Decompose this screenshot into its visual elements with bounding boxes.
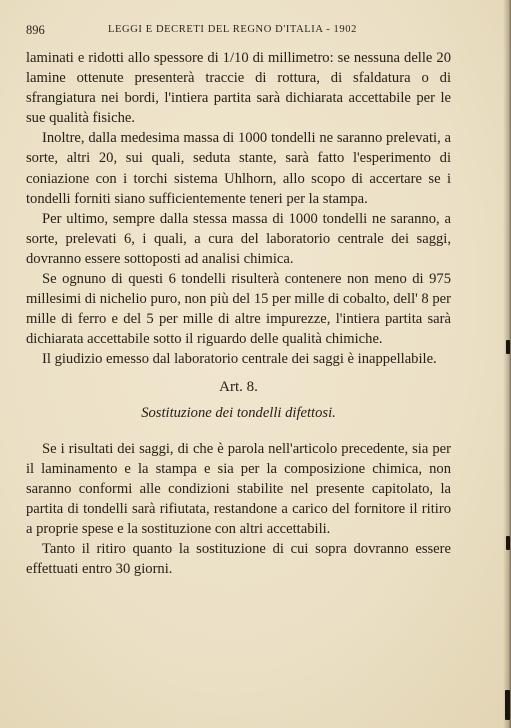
- page-edge-shadow: [503, 0, 511, 728]
- paragraph: Tanto il ritiro quanto la sostituzione di cui sopra dovranno essere effettuati entro 30 giorni.: [26, 541, 451, 578]
- paragraph: Inoltre, dalla medesima massa di 1000 tondelli ne saranno prelevati, a sorte, altri 20, sui quali, seduta stante, sarà fatto l'esperimento di coniazione con i torchi sistema Uhlhorn, allo scopo di accertare se i tondelli forniti siano sufficientemente teneri per la stampa.: [26, 130, 451, 207]
- article-title: Art. 8.: [219, 378, 258, 395]
- running-head: LEGGI E DECRETI DEL REGNO D'ITALIA - 1902: [108, 24, 357, 35]
- article-subtitle: Sostituzione dei tondelli difettosi.: [141, 404, 336, 421]
- page-number: 896: [26, 23, 45, 37]
- ink-mark: [506, 340, 510, 354]
- paragraph: Per ultimo, sempre dalla stessa massa di 1000 tondelli ne saranno, a sorte, prelevati 6, i quali, a cura del laboratorio centrale dei saggi, dovranno essere sottoposti ad analisi chimica.: [26, 210, 451, 267]
- body-text: [26, 48, 451, 579]
- ink-mark: [505, 690, 510, 720]
- paragraph: Il giudizio emesso dal laboratorio centrale dei saggi è inappellabile.: [42, 351, 437, 368]
- paragraph: Se ognuno di questi 6 tondelli risulterà contenere non meno di 975 millesimi di nichelio puro, non più del 15 per mille di cobalto, dell' 8 per mille di ferro e del 5 per mille di altre impurezze, l'intiera partita sarà dichiarata accettabile sotto il riguardo delle qualità chimiche.: [26, 271, 451, 348]
- paragraph: Se i risultati dei saggi, di che è parola nell'articolo precedente, sia per il laminamento e la stampa e sia per la composizione chimica, non saranno conformi alle condizioni stabilite nel presente capitolato, la partita di tondelli sarà rifiutata, restandone a carico del fornitore il ritiro a proprie spese e la sostituzione con altri accettabili.: [26, 440, 451, 538]
- paragraph: laminati e ridotti allo spessore di 1/10 di millimetro: se nessuna delle 20 lamine ottenute presenterà traccie di rottura, di sfaldatura o di sfrangiatura nei bordi, l'intiera partita sarà dichiarata accettabile per le sue qualità fisiche.: [26, 50, 451, 127]
- ink-mark: [506, 536, 510, 550]
- page-header: [26, 23, 456, 39]
